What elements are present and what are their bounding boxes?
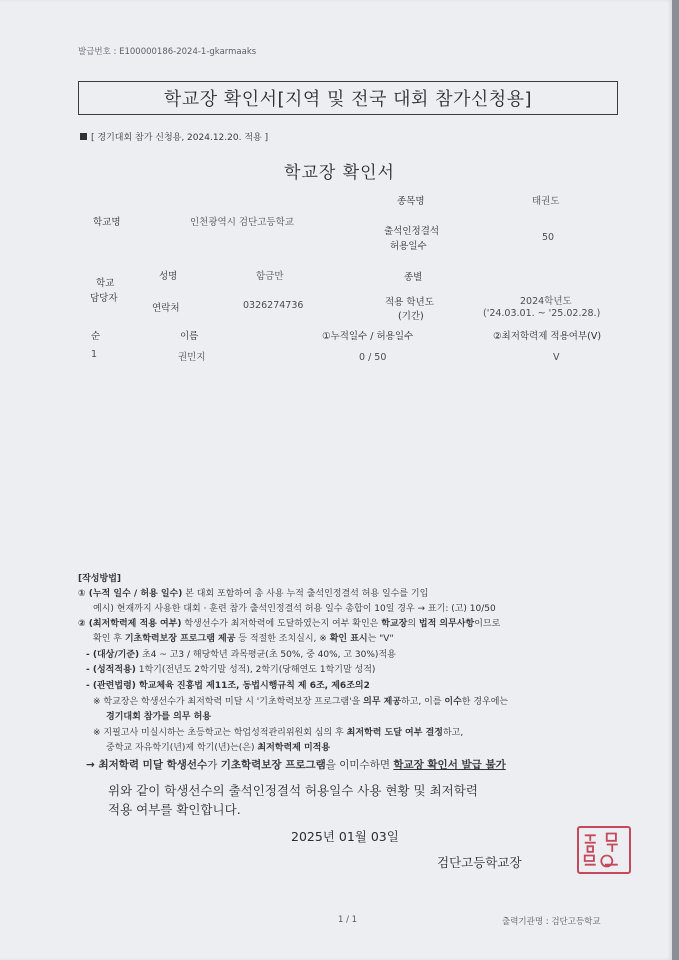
detail-target: - (대상/기준) 초4 ~ 고3 / 해당학년 과목평균(초 50%, 중 40%, 고 30%)적용 bbox=[86, 650, 396, 660]
issue-number: 발급번호 : E100000186-2024-1-gkarmaaks bbox=[78, 47, 257, 57]
sub-note-1: ※ 학교장은 학생선수가 최저학력 미달 시 '기초학력보장 프로그램'을 의무 제공하고, 이를 이수한 경우에는 bbox=[93, 697, 509, 707]
allowed-days-value: 50 bbox=[542, 232, 555, 243]
period-label: (기간) bbox=[398, 311, 424, 322]
square-bullet-icon bbox=[80, 133, 87, 140]
confirm-line-1: 위와 같이 학생선수의 출석인정결석 허용일수 사용 현황 및 최저학력 bbox=[108, 783, 478, 798]
name-label: 성명 bbox=[159, 271, 178, 282]
confirm-line-2: 적용 여부를 확인합니다. bbox=[108, 802, 241, 817]
subtitle-text: [ 경기대회 참가 신청용, 2024.12.20. 적용 ] bbox=[91, 133, 269, 143]
issue-date: 2025년 01월 03일 bbox=[291, 829, 399, 844]
note-2-line-2: 확인 후 기초학력보장 프로그램 제공 등 적절한 조치실시, ※ 확인 표시는 "V" bbox=[93, 634, 394, 644]
table-header-days: ①누적일수 / 허용일수 bbox=[322, 331, 414, 342]
table-cell-no: 1 bbox=[91, 349, 98, 360]
table-cell-applied: V bbox=[553, 352, 560, 363]
school-seal bbox=[577, 826, 631, 874]
sub-note-2: ※ 지필고사 미실시하는 초등학교는 학업성적관리위원회 심의 후 최저학력 도달 여부 결정하고, bbox=[93, 728, 464, 738]
table-header-name: 이름 bbox=[180, 331, 199, 342]
contact-value: 0326274736 bbox=[243, 300, 304, 311]
footer-org: 출력기관명 : 검단고등학교 bbox=[502, 917, 601, 927]
event-label: 종목명 bbox=[397, 196, 425, 207]
manager-label-2: 담당자 bbox=[90, 293, 118, 304]
notes-heading: [작성방법] bbox=[78, 574, 122, 584]
seal-icon bbox=[579, 828, 629, 872]
table-header-no: 순 bbox=[91, 331, 101, 342]
doc-title: 학교장 확인서 bbox=[284, 163, 395, 183]
arrow-note: → 최저학력 미달 학생선수가 기초학력보장 프로그램을 이미수하면 학교장 확인서 발급 불가 bbox=[86, 759, 506, 771]
table-header-applied: ②최저학력제 적용여부(V) bbox=[493, 331, 602, 342]
table-cell-name: 권민지 bbox=[178, 352, 206, 363]
footer-page-number: 1 / 1 bbox=[338, 915, 358, 925]
school-value: 인천광역시 검단고등학교 bbox=[190, 217, 294, 228]
header-title: 학교장 확인서[지역 및 전국 대회 참가신청용] bbox=[163, 89, 533, 110]
year-value: 2024학년도 bbox=[520, 296, 572, 307]
year-label: 적용 학년도 bbox=[385, 297, 434, 308]
header-title-box bbox=[78, 81, 618, 115]
manager-label-1: 학교 bbox=[96, 278, 115, 289]
allowed-days-label-2: 허용일수 bbox=[390, 241, 427, 252]
principal-name: 검단고등학교장 bbox=[437, 855, 522, 870]
detail-law: - (관련법령) 학교체육 진흥법 제11조, 동법시행규칙 제 6조, 제6조의2 bbox=[86, 681, 370, 691]
period-value: ('24.03.01. ~ '25.02.28.) bbox=[483, 308, 601, 319]
contact-label: 연락처 bbox=[152, 303, 180, 314]
category-label: 종별 bbox=[404, 272, 423, 283]
sub-note-1-line-2: 경기대회 참가를 의무 허용 bbox=[106, 712, 212, 722]
subtitle bbox=[80, 130, 268, 143]
table-cell-days: 0 / 50 bbox=[359, 352, 387, 363]
note-1-example: 예시) 현재까지 사용한 대회 · 훈련 참가 출석인정결석 허용 일수 총합이 10일 경우 → 표기: (고) 10/50 bbox=[93, 604, 496, 614]
school-label: 학교명 bbox=[93, 217, 121, 228]
name-value: 함금만 bbox=[256, 271, 284, 282]
allowed-days-label-1: 출석인정결석 bbox=[384, 226, 440, 237]
detail-grades: - (성적적용) 1학기(전년도 2학기말 성적), 2학기(당해연도 1학기말 성적) bbox=[86, 665, 376, 675]
note-1: ① (누적 일수 / 허용 일수) 본 대회 포함하여 총 사용 누적 출석인정결석 허용 일수를 기입 bbox=[78, 589, 429, 599]
note-2: ② (최저학력제 적용 여부) 학생선수가 최저학력에 도달하였는지 여부 확인은 학교장의 법적 의무사항이므로 bbox=[78, 619, 501, 629]
event-value: 태권도 bbox=[532, 196, 560, 207]
sub-note-2-line-2: 중학교 자유학기(년)제 학기(년)는(은) 최저학력제 미적용 bbox=[106, 743, 331, 753]
